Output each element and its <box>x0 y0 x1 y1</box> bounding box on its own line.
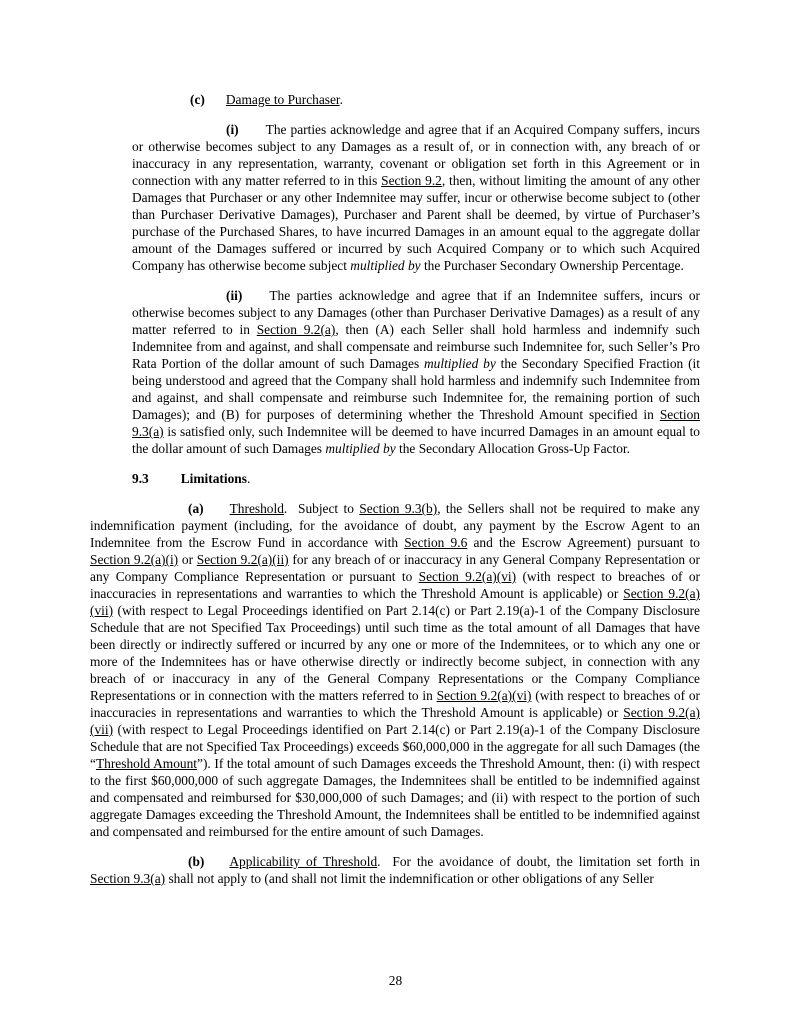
clause-label: (a) <box>188 501 204 516</box>
clause-label: (b) <box>188 854 205 869</box>
clause-label: (c) <box>190 92 205 107</box>
text-run: and the Escrow Agreement) pursuant to <box>467 535 700 550</box>
section-reference: Section 9.2(a) <box>256 322 336 337</box>
clause-heading: Limitations <box>180 471 247 486</box>
text-run: shall not apply to (and shall not limit the indemnification or other obligations of any Seller <box>165 871 654 886</box>
paragraph-heading-9-3 <box>90 470 700 487</box>
text-run: The parties acknowledge and agree that if an Acquired Company suffers, incurs or otherwise becomes subject to any Damages as a result of, or in connection with, any breach of or inaccuracy in any representation, warranty, covenant or obligation set forth in this Agreement or in connection with any matter referred to in this <box>132 122 700 188</box>
text-run: , then (A) each Seller shall hold harmless and indemnify such Indemnitee from and against, and shall compensate and reimburse such Indemnitee for, such Seller’s Pro Rata Portion of the dollar amount of such Damages <box>132 322 700 371</box>
section-reference: Section 9.3(b) <box>359 501 438 516</box>
text-run: the Secondary Allocation Gross-Up Factor. <box>395 441 630 456</box>
section-reference: Section 9.2(a)(ii) <box>196 552 289 567</box>
defined-term: Threshold Amount <box>95 756 198 771</box>
text-run: the Secondary Specified Fraction (it being understood and agreed that the Company shall hold harmless and indemnify such Indemnitee from and against, and shall compensate and reimburse such Indemnitee for, the remaining portion of such Damages); and (B) for purposes of determining whether the Threshold Amount specified in <box>132 356 700 422</box>
clause-heading: Applicability of Threshold <box>229 854 378 869</box>
text-run: for any breach of or inaccuracy in any General Company Representation or any Company Compliance Representation or pursuant to <box>90 552 700 584</box>
section-reference: Section 9.2 <box>381 173 442 188</box>
paragraph-9-3-b <box>90 853 700 887</box>
section-reference: Section 9.3(a) <box>90 871 166 886</box>
text-run: (with respect to Legal Proceedings identified on Part 2.14(c) or Part 2.19(a)-1 of the Company Disclosure Schedule that are not Specified Tax Proceedings) exceeds $60,000,000 in the aggregate for all such Damages (the “ <box>90 722 700 771</box>
text-run: . <box>339 92 344 107</box>
text-run: is satisfied only, such Indemnitee will be deemed to have incurred Damages in an amount equal to the dollar amount of such Damages <box>132 424 700 456</box>
emphasis: multiplied by <box>325 441 396 456</box>
text-run: (with respect to Legal Proceedings identified on Part 2.14(c) or Part 2.19(a)-1 of the Company Disclosure Schedule that are not Specified Tax Proceedings) until such time as the total amount of all Damages that have been directly or indirectly suffered or incurred by any one or more of the Indemnitees, or to which any one or more of the Indemnitees has or have otherwise directly or indirectly become subject, in connection with any breach of or inaccuracy in any of the General Company Representations or the Company Compliance Representations or in connection with the matters referred to in <box>90 603 700 703</box>
section-reference: Section 9.2(a)(vi) <box>418 569 517 584</box>
paragraph-c-i <box>132 121 700 274</box>
text-run: or <box>178 552 197 567</box>
section-reference: Section 9.2(a)(vii) <box>90 705 700 737</box>
section-reference: Section 9.2(a)(i) <box>90 552 179 567</box>
section-reference: Section 9.6 <box>404 535 468 550</box>
text-run: the Purchaser Secondary Ownership Percentage. <box>420 258 684 273</box>
section-reference: Section 9.3(a) <box>132 407 700 439</box>
text-run: , then, without limiting the amount of any other Damages that Purchaser or any other Indemnitee may suffer, incur or otherwise become subject to (other than Purchaser Derivative Damages), Purchaser and Parent shall be deemed, by virtue of Purchaser’s purchase of the Purchased Shares, to have incurred Damages in an amount equal to the aggregate dollar amount of the Damages suffered or incurred by such Acquired Company or to which such Acquired Company has otherwise become subject <box>132 173 700 273</box>
paragraph-c-ii <box>132 287 700 457</box>
text-run: (with respect to breaches of or inaccuracies in representations and warranties to which the Threshold Amount is applicable) or <box>90 569 701 601</box>
page-footer <box>0 972 791 989</box>
paragraph-heading-c <box>90 91 700 108</box>
text-run: . For the avoidance of doubt, the limitation set forth in <box>377 854 700 869</box>
section-reference: Section 9.2(a)(vii) <box>90 586 700 618</box>
text-run: The parties acknowledge and agree that if an Indemnitee suffers, incurs or otherwise becomes subject to any Damages (other than Purchaser Derivative Damages) as a result of any matter referred to in <box>132 288 700 337</box>
text-run: , the Sellers shall not be required to make any indemnification payment (including, for the avoidance of doubt, any payment by the Escrow Agent to an Indemnitee from the Escrow Fund in accordance with <box>90 501 700 550</box>
text-run: . Subject to <box>283 501 360 516</box>
emphasis: multiplied by <box>424 356 496 371</box>
paragraph-9-3-a <box>90 500 700 840</box>
clause-label: 9.3 <box>132 471 149 486</box>
clause-label: (ii) <box>226 288 243 303</box>
page-number: 28 <box>388 973 403 988</box>
emphasis: multiplied by <box>350 258 421 273</box>
section-reference: Section 9.2(a)(vi) <box>436 688 532 703</box>
text-run: . <box>246 471 251 486</box>
text-run: ”). If the total amount of such Damages exceeds the Threshold Amount, then: (i) with respect to the first $60,000,000 of such aggregate Damages, the Indemnitees shall be entitled to be indemnified against and compensated and reimbursed for $30,000,000 of such Damages; and (ii) with respect to the portion of such aggregate Damages exceeding the Threshold Amount, the Indemnitees shall be entitled to be indemnified against and compensated and reimbursed for the entire amount of such Damages. <box>90 756 701 839</box>
clause-heading: Damage to Purchaser <box>225 92 340 107</box>
clause-label: (i) <box>226 122 239 137</box>
text-run: (with respect to breaches of or inaccuracies in representations and warranties to which the Threshold Amount is applicable) or <box>90 688 700 720</box>
clause-heading: Threshold <box>229 501 284 516</box>
document-body <box>90 91 700 887</box>
